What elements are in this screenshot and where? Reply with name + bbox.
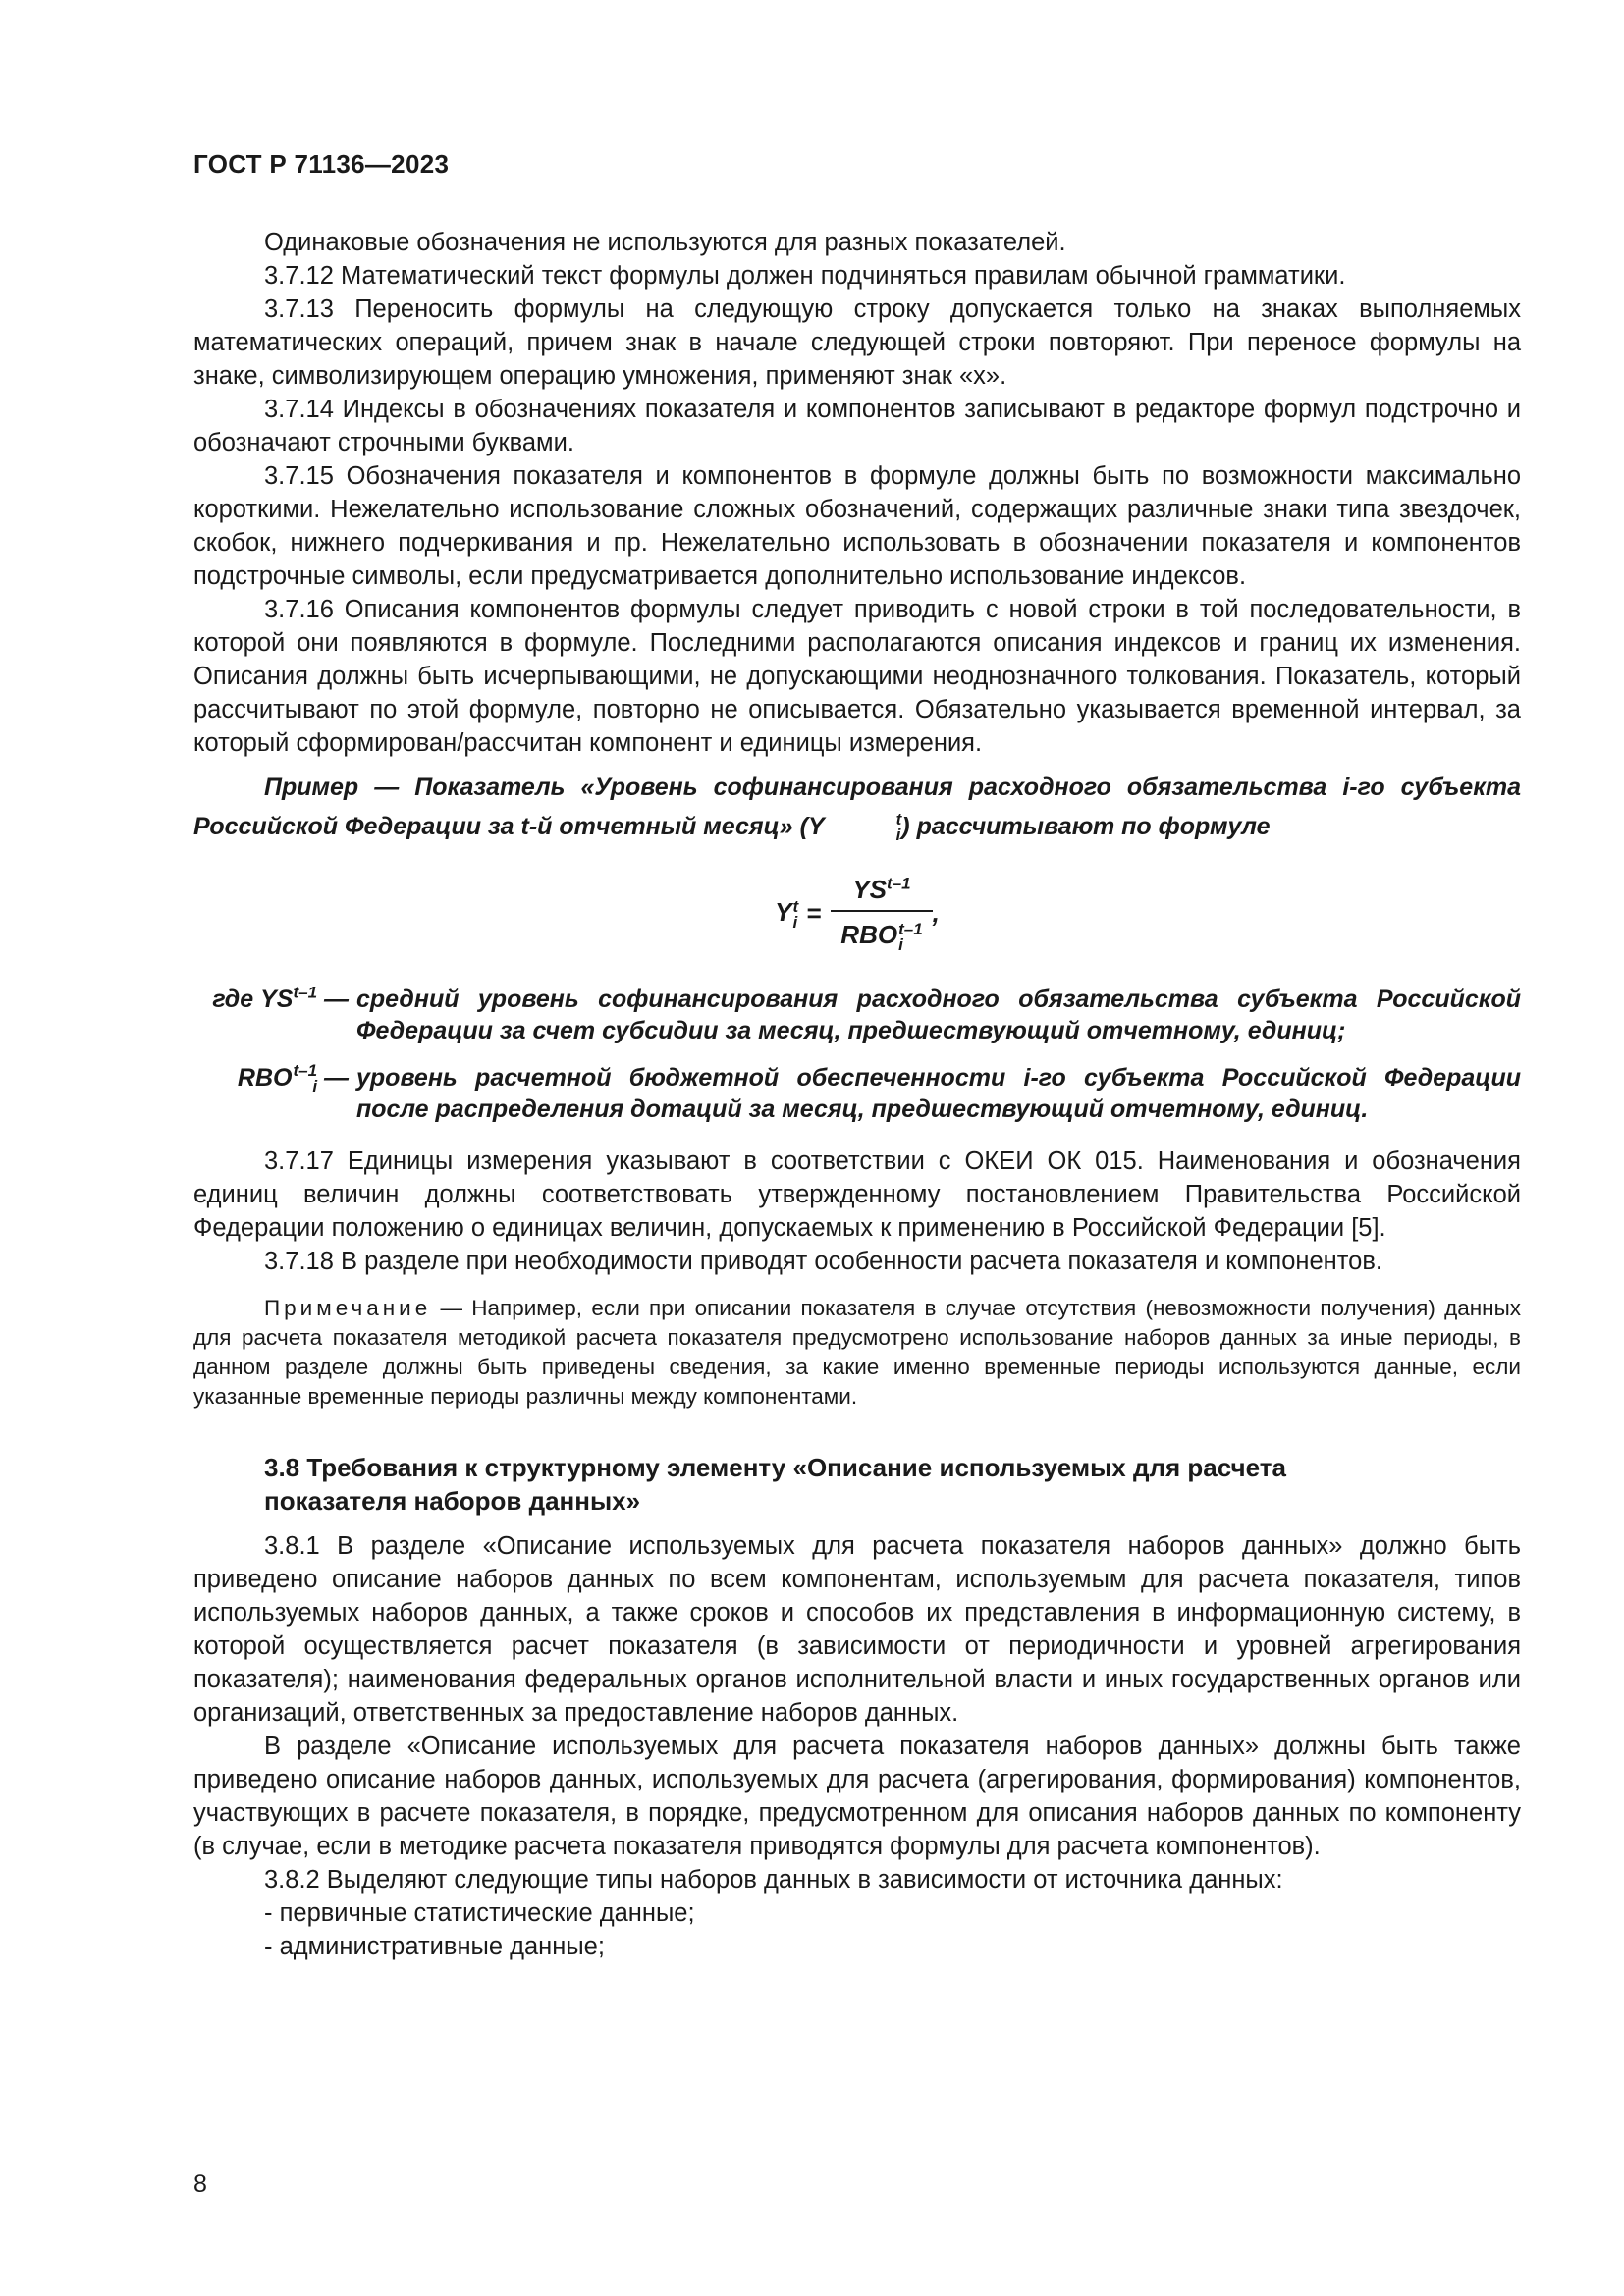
formula-lhs: Y t i — [775, 896, 799, 932]
formula-fraction — [831, 873, 932, 952]
formula-equals: = — [806, 898, 822, 928]
section-heading-3-8: 3.8 Требования к структурному элементу «Описание используемых для расчета показателя наборов данных» — [264, 1453, 1286, 1516]
paragraph-3-8-1: 3.8.1 В разделе «Описание используемых для расчета показателя наборов данных» должно быть приведено описание наборов данных по всем компонентам, используемым для расчета показателя, типов используемых наборов данных, а также сроков и способов их представления в информационную систему, в которой осуществляется расчет показателя (в зависимости от периодичности и уровней агрегирования показателя); наименования федеральных органов исполнительной власти и иных государственных органов или организаций, ответственных за предоставление наборов данных. — [193, 1532, 1521, 1727]
page-number: 8 — [193, 2170, 207, 2198]
example-symbol-sub: i — [895, 826, 901, 845]
legend-description-rbo: уровень расчетной бюджетной обеспеченности i-го субъекта Российской Федерации после распределения дотаций за месяц, предшествующий отчетному, единиц. — [356, 1064, 1521, 1123]
example-text: Пример — Показатель «Уровень софинансирования расходного обязательства i-го субъекта Российской Федерации за t-й отчетный месяц» ( — [193, 774, 1521, 840]
paragraph-3-7-18: 3.7.18 В разделе при необходимости приводят особенности расчета показателя и компонентов. — [264, 1248, 1382, 1275]
example-tail: ) рассчитывают по формуле — [901, 813, 1271, 840]
legend-description-ys: средний уровень софинансирования расходного обязательства субъекта Российской Федерации за счет субсидии за месяц, предшествующий отчетному, единиц; — [356, 986, 1521, 1044]
paragraph-same-notation: Одинаковые обозначения не используются для разных показателей. — [264, 229, 1066, 256]
note-text: — Например, если при описании показателя в случае отсутствия (невозможности получения) данных для расчета показателя методикой расчета показателя предусмотрено использование наборов данных за иные периоды, в данном разделе должны быть приведены сведения, за какие именно временные периоды используются данные, если указанные временные периоды различны между компонентами. — [193, 1296, 1521, 1409]
paragraph-3-7-17: 3.7.17 Единицы измерения указывают в соответствии с ОКЕИ ОК 015. Наименования и обозначения единиц величин должны соответствовать утвержденному постановлением Правительства Российской Федерации положению о единицах величин, допускаемых к применению в Российской Федерации [5]. — [193, 1148, 1521, 1242]
note-paragraph — [193, 1294, 1521, 1412]
paragraph-3-7-13: 3.7.13 Переносить формулы на следующую строку допускается только на знаках выполняемых математических операций, причем знак в начале следующей строки повторяют. При переносе формулы на знаке, символизирующем операцию умножения, применяют знак «х». — [193, 295, 1521, 390]
example-symbol-sup: t — [895, 810, 902, 829]
example-paragraph — [193, 768, 1521, 846]
paragraph-3-7-16: 3.7.16 Описания компонентов формулы следует приводить с новой строки в той последовательности, в которой они появляются в формуле. Последними располагаются описания индексов и границ их изменения. Описания должны быть исчерпывающими, не допускающими неоднозначного толкования. Показатель, который рассчитывают по этой формуле, повторно не описывается. Обязательно указывается временной интервал, за который сформирован/рассчитан компонент и единицы измерения. — [193, 596, 1521, 757]
document-header: ГОСТ Р 71136—2023 — [193, 149, 450, 179]
formula-denominator: RBO t–1 i — [831, 910, 932, 952]
legend-symbol-rbo: RBO t–1 i — — [237, 1061, 349, 1096]
legend-symbol-ys: где YS$^{t-1}$ — — [212, 983, 349, 1013]
paragraph-3-8-2: 3.8.2 Выделяют следующие типы наборов данных в зависимости от источника данных: — [264, 1866, 1283, 1894]
formula-legend — [193, 984, 1521, 1125]
list-item: - административные данные; — [264, 1933, 605, 1960]
note-label: Примечание — [264, 1296, 432, 1320]
page-content — [193, 226, 1521, 1963]
paragraph-3-7-15: 3.7.15 Обозначения показателя и компонентов в формуле должны быть по возможности максимально короткими. Нежелательно использование сложных обозначений, содержащих различные знаки типа звездочек, скобок, нижнего подчеркивания и пр. Нежелательно использовать в обозначении показателя и компонентов подстрочные символы, если предусматривается дополнительно использование индексов. — [193, 462, 1521, 590]
formula — [193, 864, 1521, 962]
paragraph-3-7-12: 3.7.12 Математический текст формулы должен подчиняться правилам обычной грамматики. — [264, 262, 1346, 290]
list-item: - первичные статистические данные; — [264, 1899, 695, 1927]
example-symbol: Y t i — [807, 810, 902, 845]
formula-numerator: YS$^{t-1}$ — [852, 874, 911, 905]
paragraph-3-7-14: 3.7.14 Индексы в обозначениях показателя и компонентов записывают в редакторе формул подстрочно и обозначают строчными буквами. — [193, 396, 1521, 456]
formula-comma: , — [932, 898, 940, 928]
paragraph-3-8-1-continued: В разделе «Описание используемых для расчета показателя наборов данных» должны быть также приведено описание наборов данных, используемых для расчета (агрегирования, формирования) компонентов, участвующих в расчете показателя, в порядке, предусмотренном для описания наборов данных по компоненту (в случае, если в методике расчета показателя приводятся формулы для расчета компонентов). — [193, 1733, 1521, 1860]
